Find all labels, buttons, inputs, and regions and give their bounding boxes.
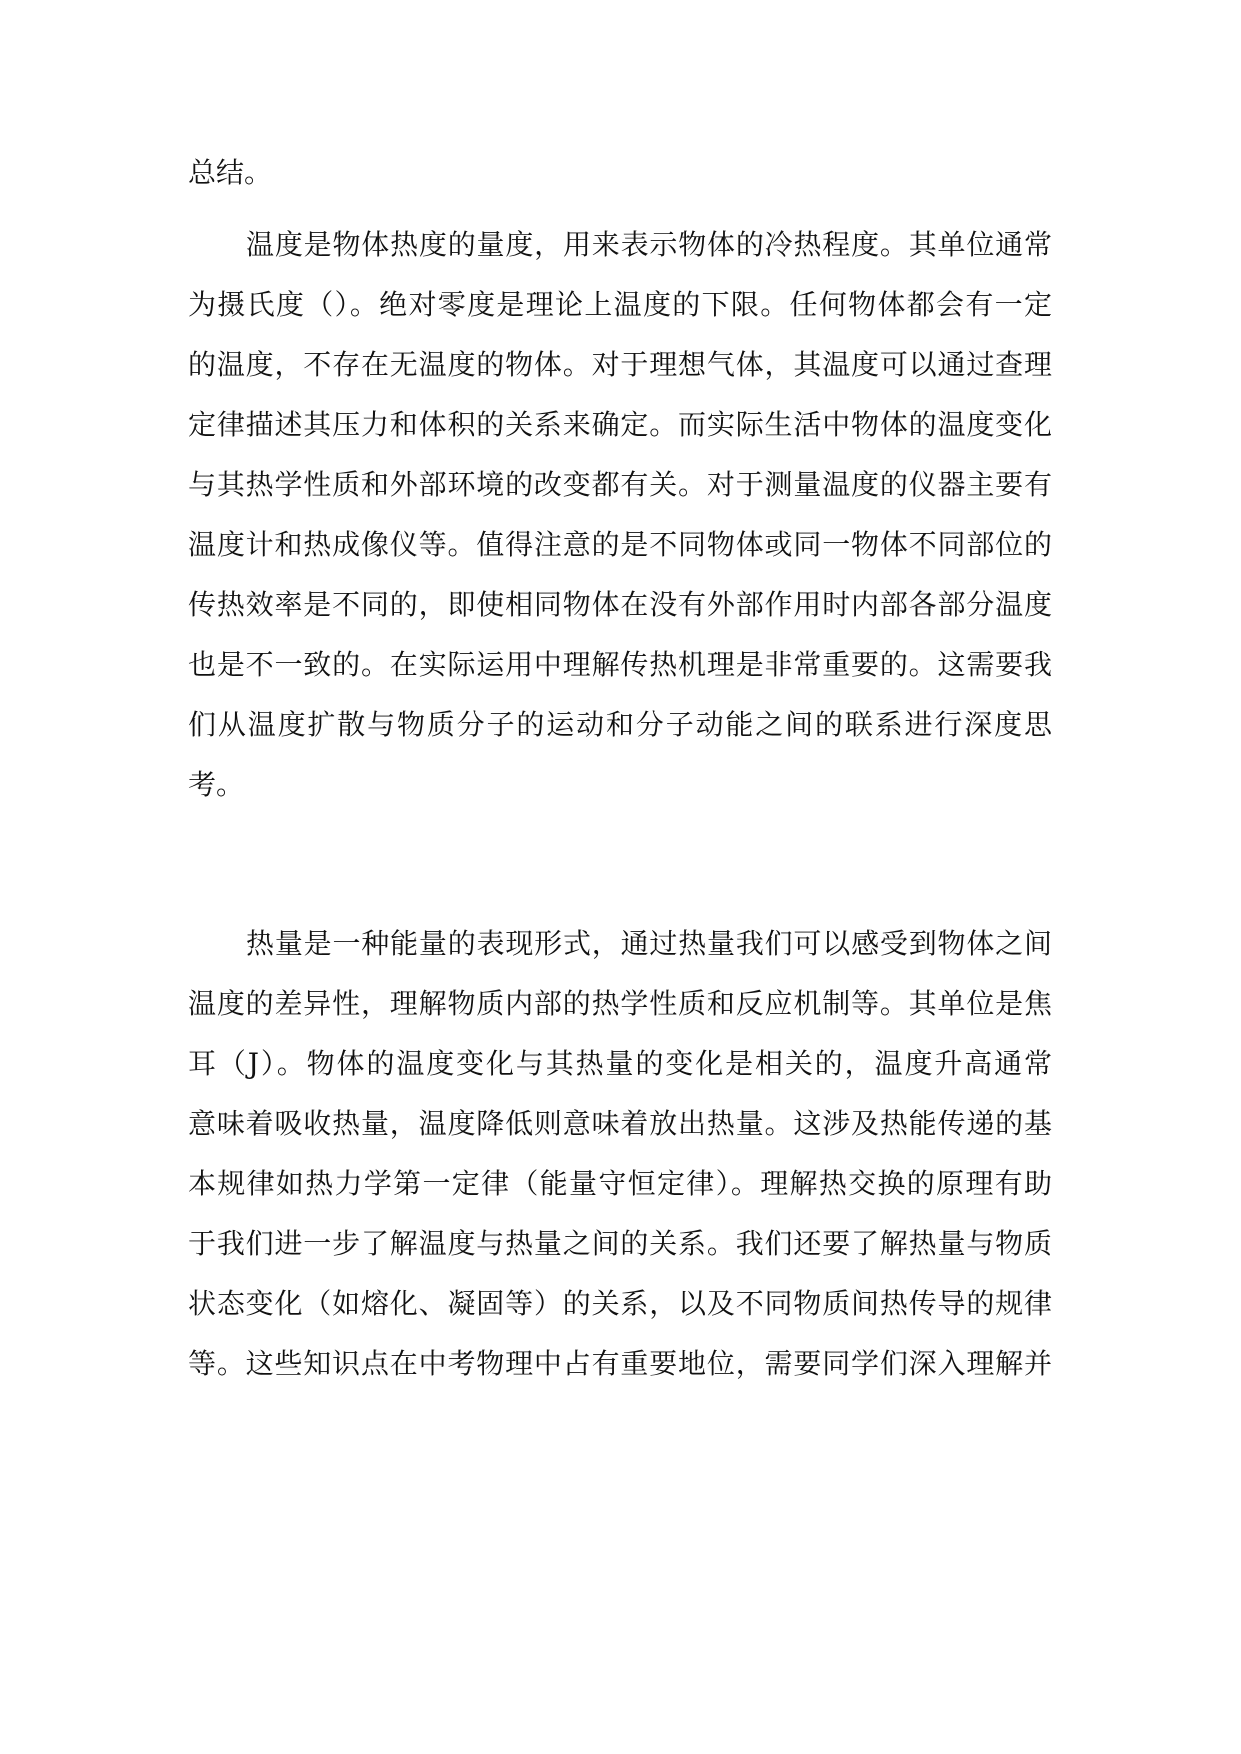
text-line: 状态变化（如熔化、凝固等）的关系，以及不同物质间热传导的规律 [188, 1287, 1052, 1320]
text-line: 热量是一种能量的表现形式，通过热量我们可以感受到物体之间 [246, 927, 1052, 960]
paragraph-heat [188, 914, 1052, 1394]
text-line: 为摄氏度（）。绝对零度是理论上温度的下限。任何物体都会有一定 [188, 288, 1052, 321]
text-line: 们从温度扩散与物质分子的运动和分子动能之间的联系进行深度思 [188, 708, 1052, 741]
text-line: 温度计和热成像仪等。值得注意的是不同物体或同一物体不同部位的 [188, 528, 1052, 561]
text-line: 传热效率是不同的，即使相同物体在没有外部作用时内部各部分温度 [188, 588, 1052, 621]
text-line: 与其热学性质和外部环境的改变都有关。对于测量温度的仪器主要有 [188, 468, 1052, 501]
text-line: 温度是物体热度的量度，用来表示物体的冷热程度。其单位通常 [246, 228, 1052, 261]
text-line: 耳（J）。物体的温度变化与其热量的变化是相关的，温度升高通常 [188, 1047, 1052, 1080]
text-line: 本规律如热力学第一定律（能量守恒定律）。理解热交换的原理有助 [188, 1167, 1052, 1200]
text-line: 总结。 [188, 156, 273, 189]
text-line: 考。 [188, 768, 245, 801]
text-line: 于我们进一步了解温度与热量之间的关系。我们还要了解热量与物质 [188, 1227, 1052, 1260]
text-line: 也是不一致的。在实际运用中理解传热机理是非常重要的。这需要我 [188, 648, 1052, 681]
text-line: 等。这些知识点在中考物理中占有重要地位，需要同学们深入理解并 [188, 1347, 1052, 1380]
text-line: 定律描述其压力和体积的关系来确定。而实际生活中物体的温度变化 [188, 408, 1052, 441]
text-line: 意味着吸收热量，温度降低则意味着放出热量。这涉及热能传递的基 [188, 1107, 1052, 1140]
text-line: 的温度，不存在无温度的物体。对于理想气体，其温度可以通过查理 [188, 348, 1052, 381]
paragraph-summary-end [188, 143, 1052, 203]
paragraph-temperature [188, 215, 1052, 815]
text-line: 温度的差异性，理解物质内部的热学性质和反应机制等。其单位是焦 [188, 987, 1052, 1020]
